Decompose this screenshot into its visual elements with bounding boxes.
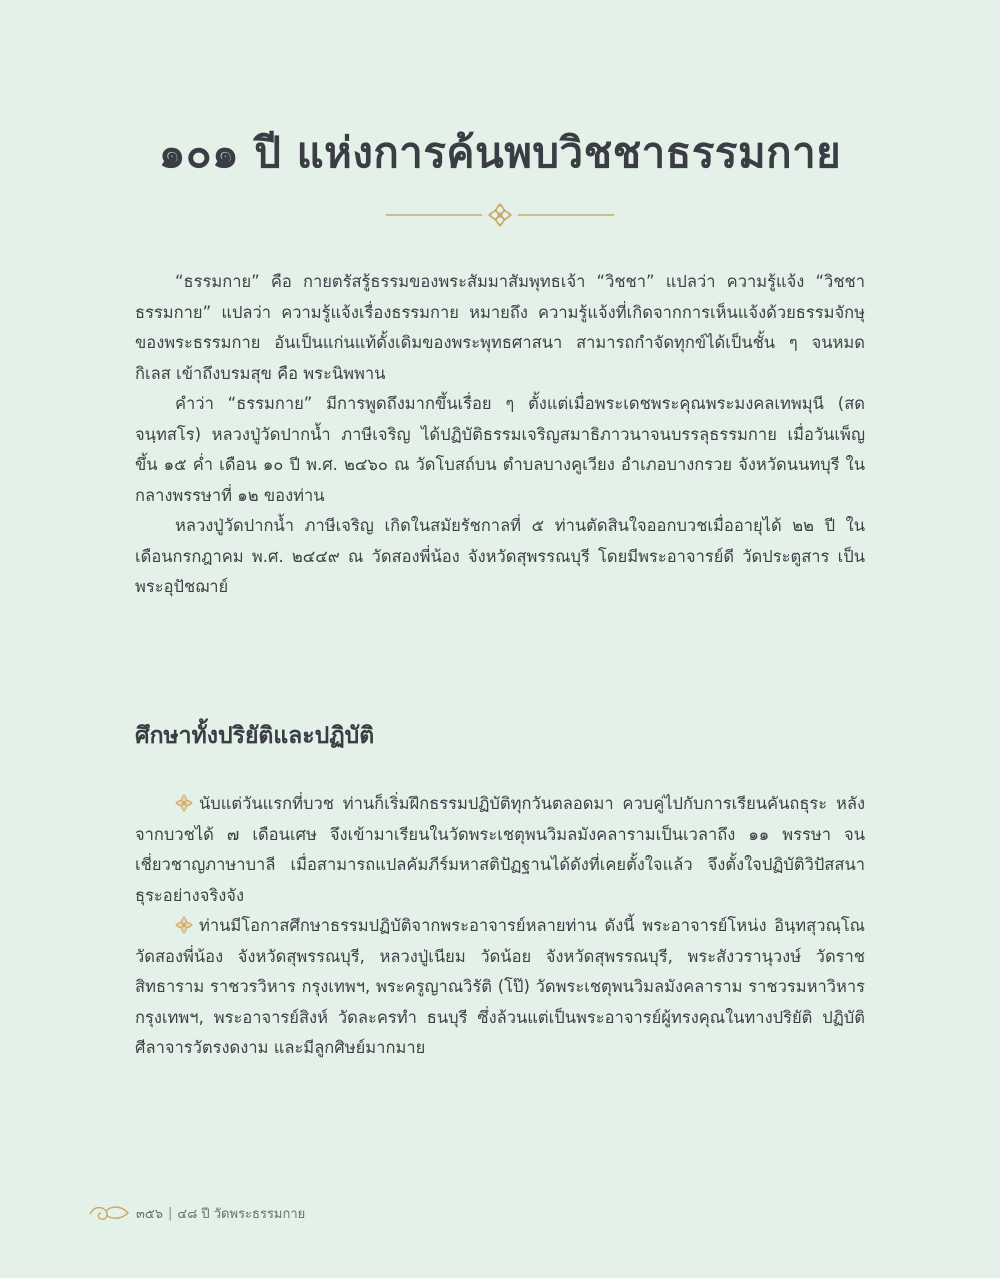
section-paragraph-2-text: ท่านมีโอกาสศึกษาธรรมปฏิบัติจากพระอาจารย์หลายท่าน ดังนี้ พระอาจารย์โหน่ง อินฺทสุวณฺโณ วัดสองพี่น้อง จังหวัดสุพรรณบุรี, หลวงปู่เนียม วัดน้อย จังหวัดสุพรรณบุรี, พระสังวรานุวงษ์ วัดราชสิทธาราม ราชวรวิหาร กรุงเทพฯ, พระครูญาณวิรัติ (โป๊) วัดพระเชตุพนวิมลมังคลาราม ราชวรมหาวิหาร กรุงเทพฯ, พระอาจารย์สิงห์ วัดละครทำ ธนบุรี ซึ่งล้วนแต่เป็นพระอาจารย์ผู้ทรงคุณในทางปริยัติ ปฏิบัติ ศีลาจารวัตรงดงาม และมีลูกศิษย์มากมาย [135,916,865,1057]
page-footer [88,1198,305,1228]
book-title: ๔๘ ปี วัดพระธรรมกาย [177,1206,306,1222]
swirl-ornament-icon [88,1202,130,1224]
section-text [135,789,865,1064]
section-paragraph-1-text: นับแต่วันแรกที่บวช ท่านก็เริ่มฝึกธรรมปฏิบัติทุกวันตลอดมา ควบคู่ไปกับการเรียนคันถธุระ หลังจากบวชได้ ๗ เดือนเศษ จึงเข้ามาเรียนในวัดพระเชตุพนวิมลมังคลารามเป็นเวลาถึง ๑๑ พรรษา จนเชี่ยวชาญภาษาบาลี เมื่อสามารถแปลคัมภีร์มหาสติปัฏฐานได้ดังที่เคยตั้งใจแล้ว จึงตั้งใจปฏิบัติวิปัสสนาธุระอย่างจริงจัง [135,794,865,905]
intro-text [135,267,865,603]
footer-separator: | [167,1205,173,1221]
flower-bullet-icon [175,916,193,934]
section-paragraph-2 [135,911,865,1064]
flower-bullet-icon [175,794,193,812]
section-heading: ศึกษาทั้งปริยัติและปฏิบัติ [135,722,375,749]
page-number: ๓๕๖ [136,1206,163,1222]
page-title: ๑๐๑ ปี แห่งการค้นพบวิชชาธรรมกาย [158,128,842,177]
flower-ornament-icon [489,204,511,226]
title-ornament-divider [386,202,614,228]
intro-paragraph-2: คำว่า “ธรรมกาย” มีการพูดถึงมากขึ้นเรื่อย ๆ ตั้งแต่เมื่อพระเดชพระคุณพระมงคลเทพมุนี (สด จนฺทสโร) หลวงปู่วัดปากน้ำ ภาษีเจริญ ได้ปฏิบัติธรรมเจริญสมาธิภาวนาจนบรรลุธรรมกาย เมื่อวันเพ็ญขึ้น ๑๕ ค่ำ เดือน ๑๐ ปี พ.ศ. ๒๔๖๐ ณ วัดโบสถ์บน ตำบลบางคูเวียง อำเภอบางกรวย จังหวัดนนทบุรี ในกลางพรรษาที่ ๑๒ ของท่าน [135,394,865,505]
intro-paragraph-3: หลวงปู่วัดปากน้ำ ภาษีเจริญ เกิดในสมัยรัชกาลที่ ๕ ท่านตัดสินใจออกบวชเมื่ออายุได้ ๒๒ ปี ในเดือนกรกฎาคม พ.ศ. ๒๔๔๙ ณ วัดสองพี่น้อง จังหวัดสุพรรณบุรี โดยมีพระอาจารย์ดี วัดประตูสาร เป็นพระอุปัชฌาย์ [135,516,865,596]
intro-paragraph-1: “ธรรมกาย” คือ กายตรัสรู้ธรรมของพระสัมมาสัมพุทธเจ้า “วิชชา” แปลว่า ความรู้แจ้ง “วิชชาธรรมกาย” แปลว่า ความรู้แจ้งเรื่องธรรมกาย หมายถึง ความรู้แจ้งที่เกิดจากการเห็นแจ้งด้วยธรรมจักษุของพระธรรมกาย อันเป็นแก่นแท้ดั้งเดิมของพระพุทธศาสนา สามารถกำจัดทุกข์ได้เป็นชั้น ๆ จนหมดกิเลส เข้าถึงบรมสุข คือ พระนิพพาน [135,272,865,383]
section-paragraph-1 [135,789,865,911]
